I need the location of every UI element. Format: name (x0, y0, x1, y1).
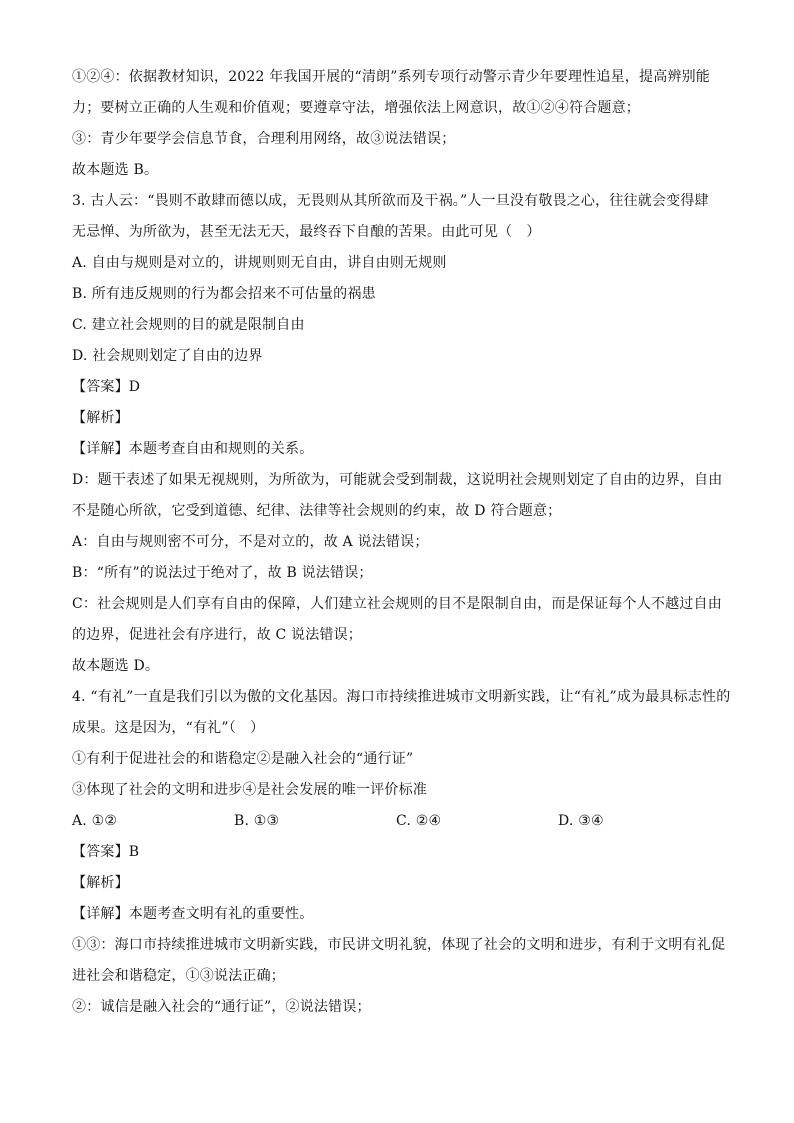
option-c: C. 建立社会规则的目的就是限制自由 (72, 317, 305, 333)
option-c: C. ②④ (396, 813, 442, 829)
question-4-stem: 成果。这是因为，“有礼”（ ） (72, 720, 265, 736)
text-line: ③：青少年要学会信息节食，合理利用网络，故③说法错误； (72, 131, 456, 147)
question-4-stem: 4. “有礼”一直是我们引以为傲的文化基因。海口市持续推进城市文明新实践，让“有礼”成为最具标志性的 (72, 689, 731, 705)
option-b: B. ①③ (234, 813, 280, 829)
explanation-line: 进社会和谐稳定，①③说法正确； (72, 968, 285, 984)
text-line: 故本题选 B。 (72, 162, 159, 178)
explanation-line: 【详解】本题考查自由和规则的关系。 (72, 441, 314, 457)
explanation-line: D：题干表述了如果无视规则，为所欲为，可能就会受到制裁，这说明社会规则划定了自由的边界，自由 (72, 472, 723, 488)
option-b: B. 所有违反规则的行为都会招来不可估量的祸患 (72, 286, 376, 302)
text-line: 力；要树立正确的人生观和价值观；要遵章守法，增强依法上网意识，故①②④符合题意； (72, 100, 640, 116)
answer-label: 【答案】B (72, 844, 140, 860)
question-3-stem: 无忌惮、为所欲为，甚至无法无天，最终吞下自酿的苦果。由此可见（ ） (72, 224, 541, 240)
explanation-line: B：“所有”的说法过于绝对了，故 B 说法错误； (72, 565, 373, 581)
option-d: D. ③④ (558, 813, 604, 829)
explanation-line: 故本题选 D。 (72, 658, 160, 674)
explanation-line: 【详解】本题考查文明有礼的重要性。 (72, 906, 314, 922)
statement-line: ①有利于促进社会的和谐稳定②是融入社会的“通行证” (72, 751, 414, 767)
explanation-line: ②：诚信是融入社会的“通行证”，②说法错误； (72, 999, 371, 1015)
explanation-line: C：社会规则是人们享有自由的保障，人们建立社会规则的目不是限制自由，而是保证每个人不越过自由 (72, 596, 722, 612)
explanation-line: A：自由与规则密不可分，不是对立的，故 A 说法错误； (72, 534, 429, 550)
answer-label: 【答案】D (72, 379, 141, 395)
text-line: ①②④：依据教材知识，2022 年我国开展的“清朗”系列专项行动警示青少年要理性追星，提高辨别能 (72, 69, 710, 85)
analysis-label: 【解析】 (72, 410, 129, 426)
analysis-label: 【解析】 (72, 875, 129, 891)
explanation-line: 不是随心所欲，它受到道德、纪律、法律等社会规则的约束，故 D 符合题意； (72, 503, 562, 519)
options-row (72, 806, 722, 837)
explanation-line: ①③：海口市持续推进城市文明新实践，市民讲文明礼貌，体现了社会的文明和进步，有利于文明有礼促 (72, 937, 726, 953)
option-a: A. ①② (72, 813, 118, 829)
question-3-stem: 3. 古人云：“畏则不敢肆而德以成，无畏则从其所欲而及干祸。”人一旦没有敬畏之心，往往就会变得肆 (72, 193, 709, 209)
statement-line: ③体现了社会的文明和进步④是社会发展的唯一评价标准 (72, 782, 427, 798)
option-d: D. 社会规则划定了自由的边界 (72, 348, 263, 364)
explanation-line: 的边界，促进社会有序进行，故 C 说法错误； (72, 627, 363, 643)
option-a: A. 自由与规则是对立的，讲规则则无自由，讲自由则无规则 (72, 255, 447, 271)
